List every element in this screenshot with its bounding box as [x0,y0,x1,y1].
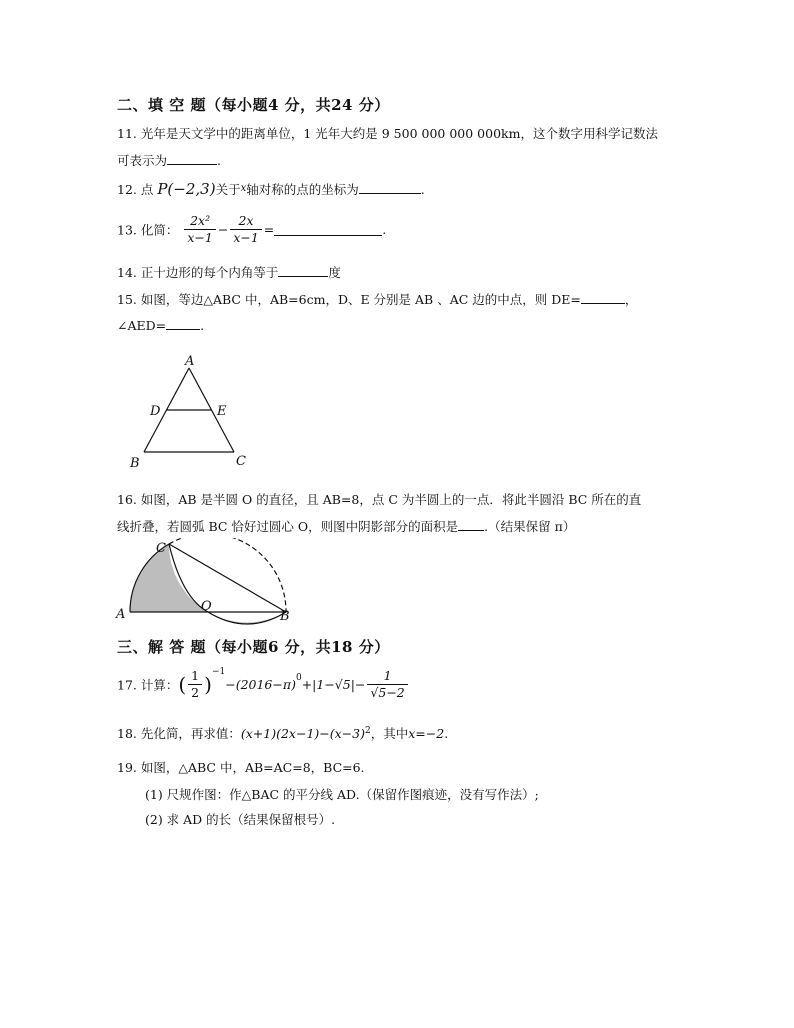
q11-line2 [117,151,221,169]
q13-equals: = [263,222,275,237]
q17-paren-open: ( [178,672,187,697]
q15-angle-blank [166,317,200,330]
q18-prefix: 18. 先化简，再求值： [117,726,241,741]
q14-prefix: 14. 正十边形的每个内角等于 [117,265,279,280]
q13-minus: − [217,222,229,237]
label-e: E [217,404,227,419]
q17-last-num: 1 [367,668,407,685]
q17-prefix: 17. 计算： [117,677,179,693]
q15-triangle-figure [120,352,260,474]
q17-term2: −(2016−π) [225,677,296,692]
q15-line2-suffix: . [200,318,205,333]
q19-line1: 19. 如图，△ABC 中，AB=AC=8，BC=6. [117,760,365,775]
q15-line1-suffix: ， [624,292,638,307]
q15-angle-prefix: ∠AED= [117,318,167,333]
q17-exp0: 0 [295,673,302,683]
label-d: D [150,404,161,419]
q18-line [117,724,448,742]
q12-prefix: 12. 点 [117,182,154,197]
q12-answer-blank [359,181,421,194]
q17-half-num: 1 [188,668,202,685]
q12-middle-b: 轴对称的点的坐标为 [246,182,359,197]
q13-answer-blank [274,223,382,236]
q18-suffix: . [444,726,449,741]
q15-prefix: 15. 如图，等边△ABC 中，AB=6cm，D、E 分别是 AB 、AC 边的中点，则 DE= [117,292,581,307]
label-b: B [130,456,140,471]
shaded-region-left [130,544,208,612]
q17-line [117,667,410,701]
section-3-heading: 三、解 答 题（每小题6 分，共18 分） [117,638,390,656]
q17-term3: +|1−√5|− [301,677,366,692]
q12-line [117,180,425,198]
q16-line1: 16. 如图，AB 是半圆 O 的直径，且 AB=8，点 C 为半圆上的一点．将此半圆沿 BC 所在的直 [117,492,642,507]
q12-axis: x [240,183,247,194]
q12-point: P(−2,3) [157,180,216,198]
q17-half [188,668,202,701]
q18-expr: (x+1)(2x−1)−(x−3) [240,726,365,741]
q16-line2 [117,517,575,535]
q11-suffix: . [217,153,221,168]
q13-frac2-denominator: x−1 [233,230,259,245]
label-c: C [156,541,166,556]
q18-exp: 2 [364,725,371,736]
q13-line [117,213,386,246]
q17-half-den: 2 [191,685,200,700]
section-2-heading: 二、填 空 题（每小题4 分，共24 分） [117,96,390,114]
q15-line1 [117,290,637,308]
label-a: A [185,354,195,369]
q13-prefix: 13. 化简： [117,222,179,238]
q13-suffix: . [382,222,387,237]
q18-middle: ，其中 [370,726,409,741]
q12-middle-a: 关于 [215,182,241,197]
q17-last-den: √5−2 [370,685,405,700]
q19-line2: (1) 尺规作图：作△BAC 的平分线 AD.（保留作图痕迹，没有写作法）; [145,787,539,802]
q14-line [117,263,341,281]
q12-suffix: . [420,182,425,197]
q17-exp: −1 [211,667,226,677]
cover-right [208,612,286,622]
label-c: C [236,454,246,469]
q13-frac2-numerator: 2x [230,213,261,230]
label-b: B [280,609,290,624]
q19-line3: (2) 求 AD 的长（结果保留根号）. [145,812,336,827]
q16-prefix: 线折叠，若圆弧 BC 恰好过圆心 O，则图中阴影部分的面积是 [117,519,459,534]
q14-answer-blank [278,264,328,277]
q13-frac1-denominator: x−1 [187,230,213,245]
q14-suffix: 度 [328,265,341,280]
q16-answer-blank [458,518,484,531]
q17-last-fraction [367,668,407,701]
q11-answer-blank [167,152,217,165]
q15-line2 [117,317,204,333]
q16-suffix: .（结果保留 π） [484,519,576,534]
q17-paren-close: ) [204,672,212,697]
q16-semicircle-figure [112,538,302,630]
q13-frac1-numerator: 2x² [184,213,215,230]
q11-prefix: 可表示为 [117,153,168,168]
label-o: O [201,599,212,614]
label-a: A [116,607,126,622]
q13-fraction-1 [184,213,215,246]
q18-condition: x=−2 [408,726,445,741]
q13-fraction-2 [230,213,261,246]
q11-line1: 11. 光年是天文学中的距离单位，1 光年大约是 9 500 000 000 000km，这个数字用科学记数法 [117,126,658,141]
q15-de-blank [581,291,625,304]
